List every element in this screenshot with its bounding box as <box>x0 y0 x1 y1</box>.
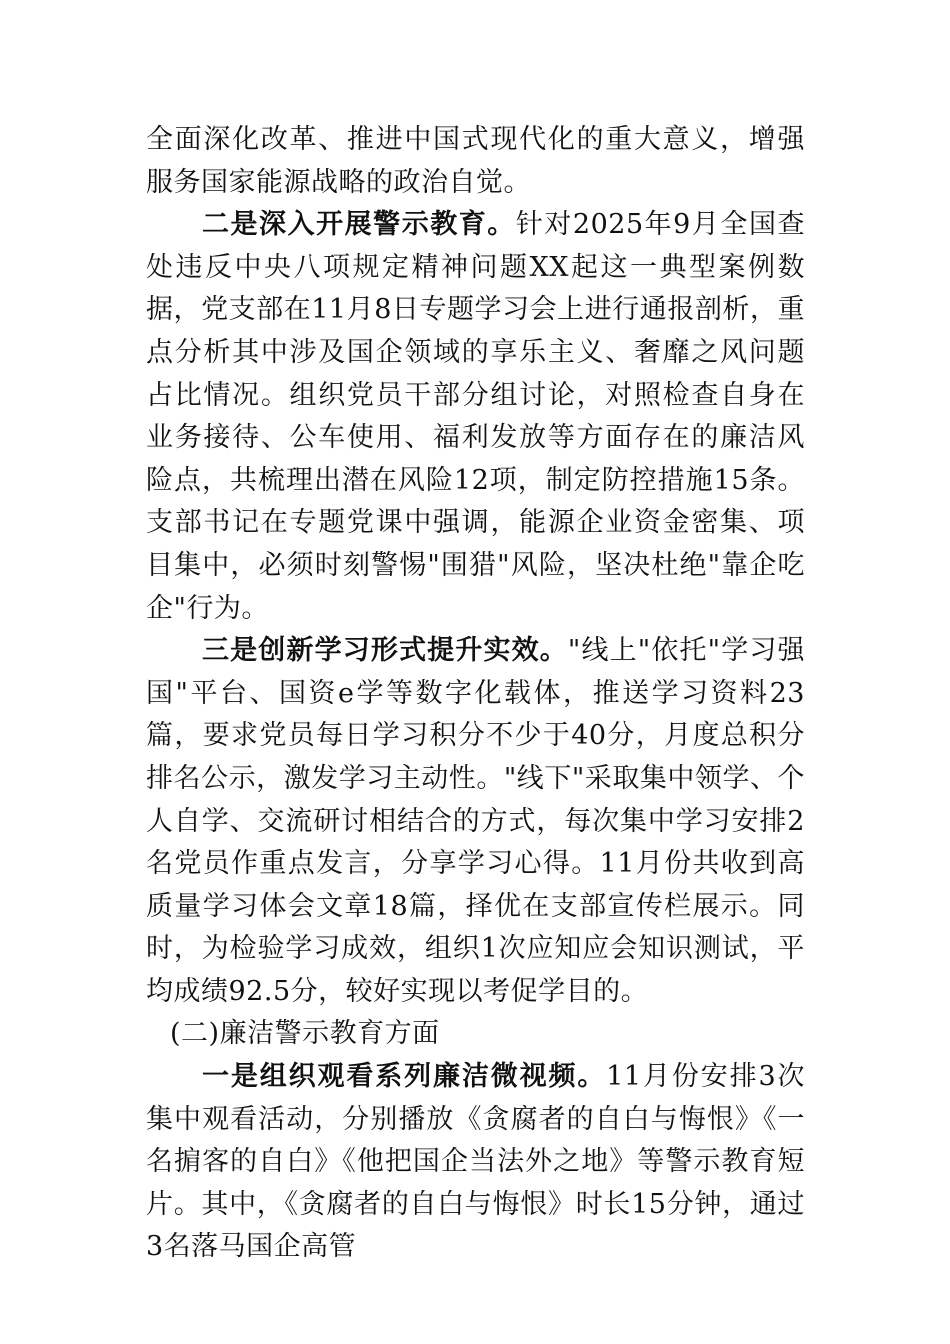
paragraph-text: 全面深化改革、推进中国式现代化的重大意义，增强服务国家能源战略的政治自觉。 <box>146 124 805 198</box>
paragraph-text: 针对2025年9月全国查处违反中央八项规定精神问题XX起这一典型案例数据，党支部在11月8日专题学习会上进行通报剖析，重点分析其中涉及国企领域的享乐主义、奢靡之风问题占比情况。组织党员干部分组讨论，对照检查自身在业务接待、公车使用、福利发放等方面存在的廉洁风险点，共梳理出潜在风险12项，制定防控措施15条。支部书记在专题党课中强调，能源企业资金密集、项目集中，必须时刻警惕"围猎"风险，坚决杜绝"靠企吃企"行为。 <box>146 209 805 624</box>
document-page <box>146 119 805 1269</box>
paragraph-text: 11月份安排3次集中观看活动，分别播放《贪腐者的自白与悔恨》《一名掮客的自白》《他把国企当法外之地》等警示教育短片。其中，《贪腐者的自白与悔恨》时长15分钟，通过3名落马国企高管 <box>146 1061 805 1263</box>
paragraph-text: "线上"依托"学习强国"平台、国资e学等数字化载体，推送学习资料23篇，要求党员每日学习积分不少于40分，月度总积分排名公示，激发学习主动性。"线下"采取集中领学、个人自学、交流研讨相结合的方式，每次集中学习安排2名党员作重点发言，分享学习心得。11月份共收到高质量学习体会文章18篇，择优在支部宣传栏展示。同时，为检验学习成效，组织1次应知应会知识测试，平均成绩92.5分，较好实现以考促学目的。 <box>146 635 806 1007</box>
paragraph-lead: 二是深入开展警示教育。 <box>202 209 516 241</box>
section-heading-text: (二)廉洁警示教育方面 <box>170 1018 440 1050</box>
paragraph-lead: 三是创新学习形式提升实效。 <box>202 635 568 667</box>
paragraph-warning-education <box>146 204 805 630</box>
paragraph-learning-forms <box>146 630 805 1013</box>
paragraph-lead: 一是组织观看系列廉洁微视频。 <box>202 1061 607 1093</box>
paragraph-micro-videos <box>146 1056 805 1269</box>
section-heading <box>146 1013 805 1056</box>
paragraph-continuation <box>146 119 805 204</box>
